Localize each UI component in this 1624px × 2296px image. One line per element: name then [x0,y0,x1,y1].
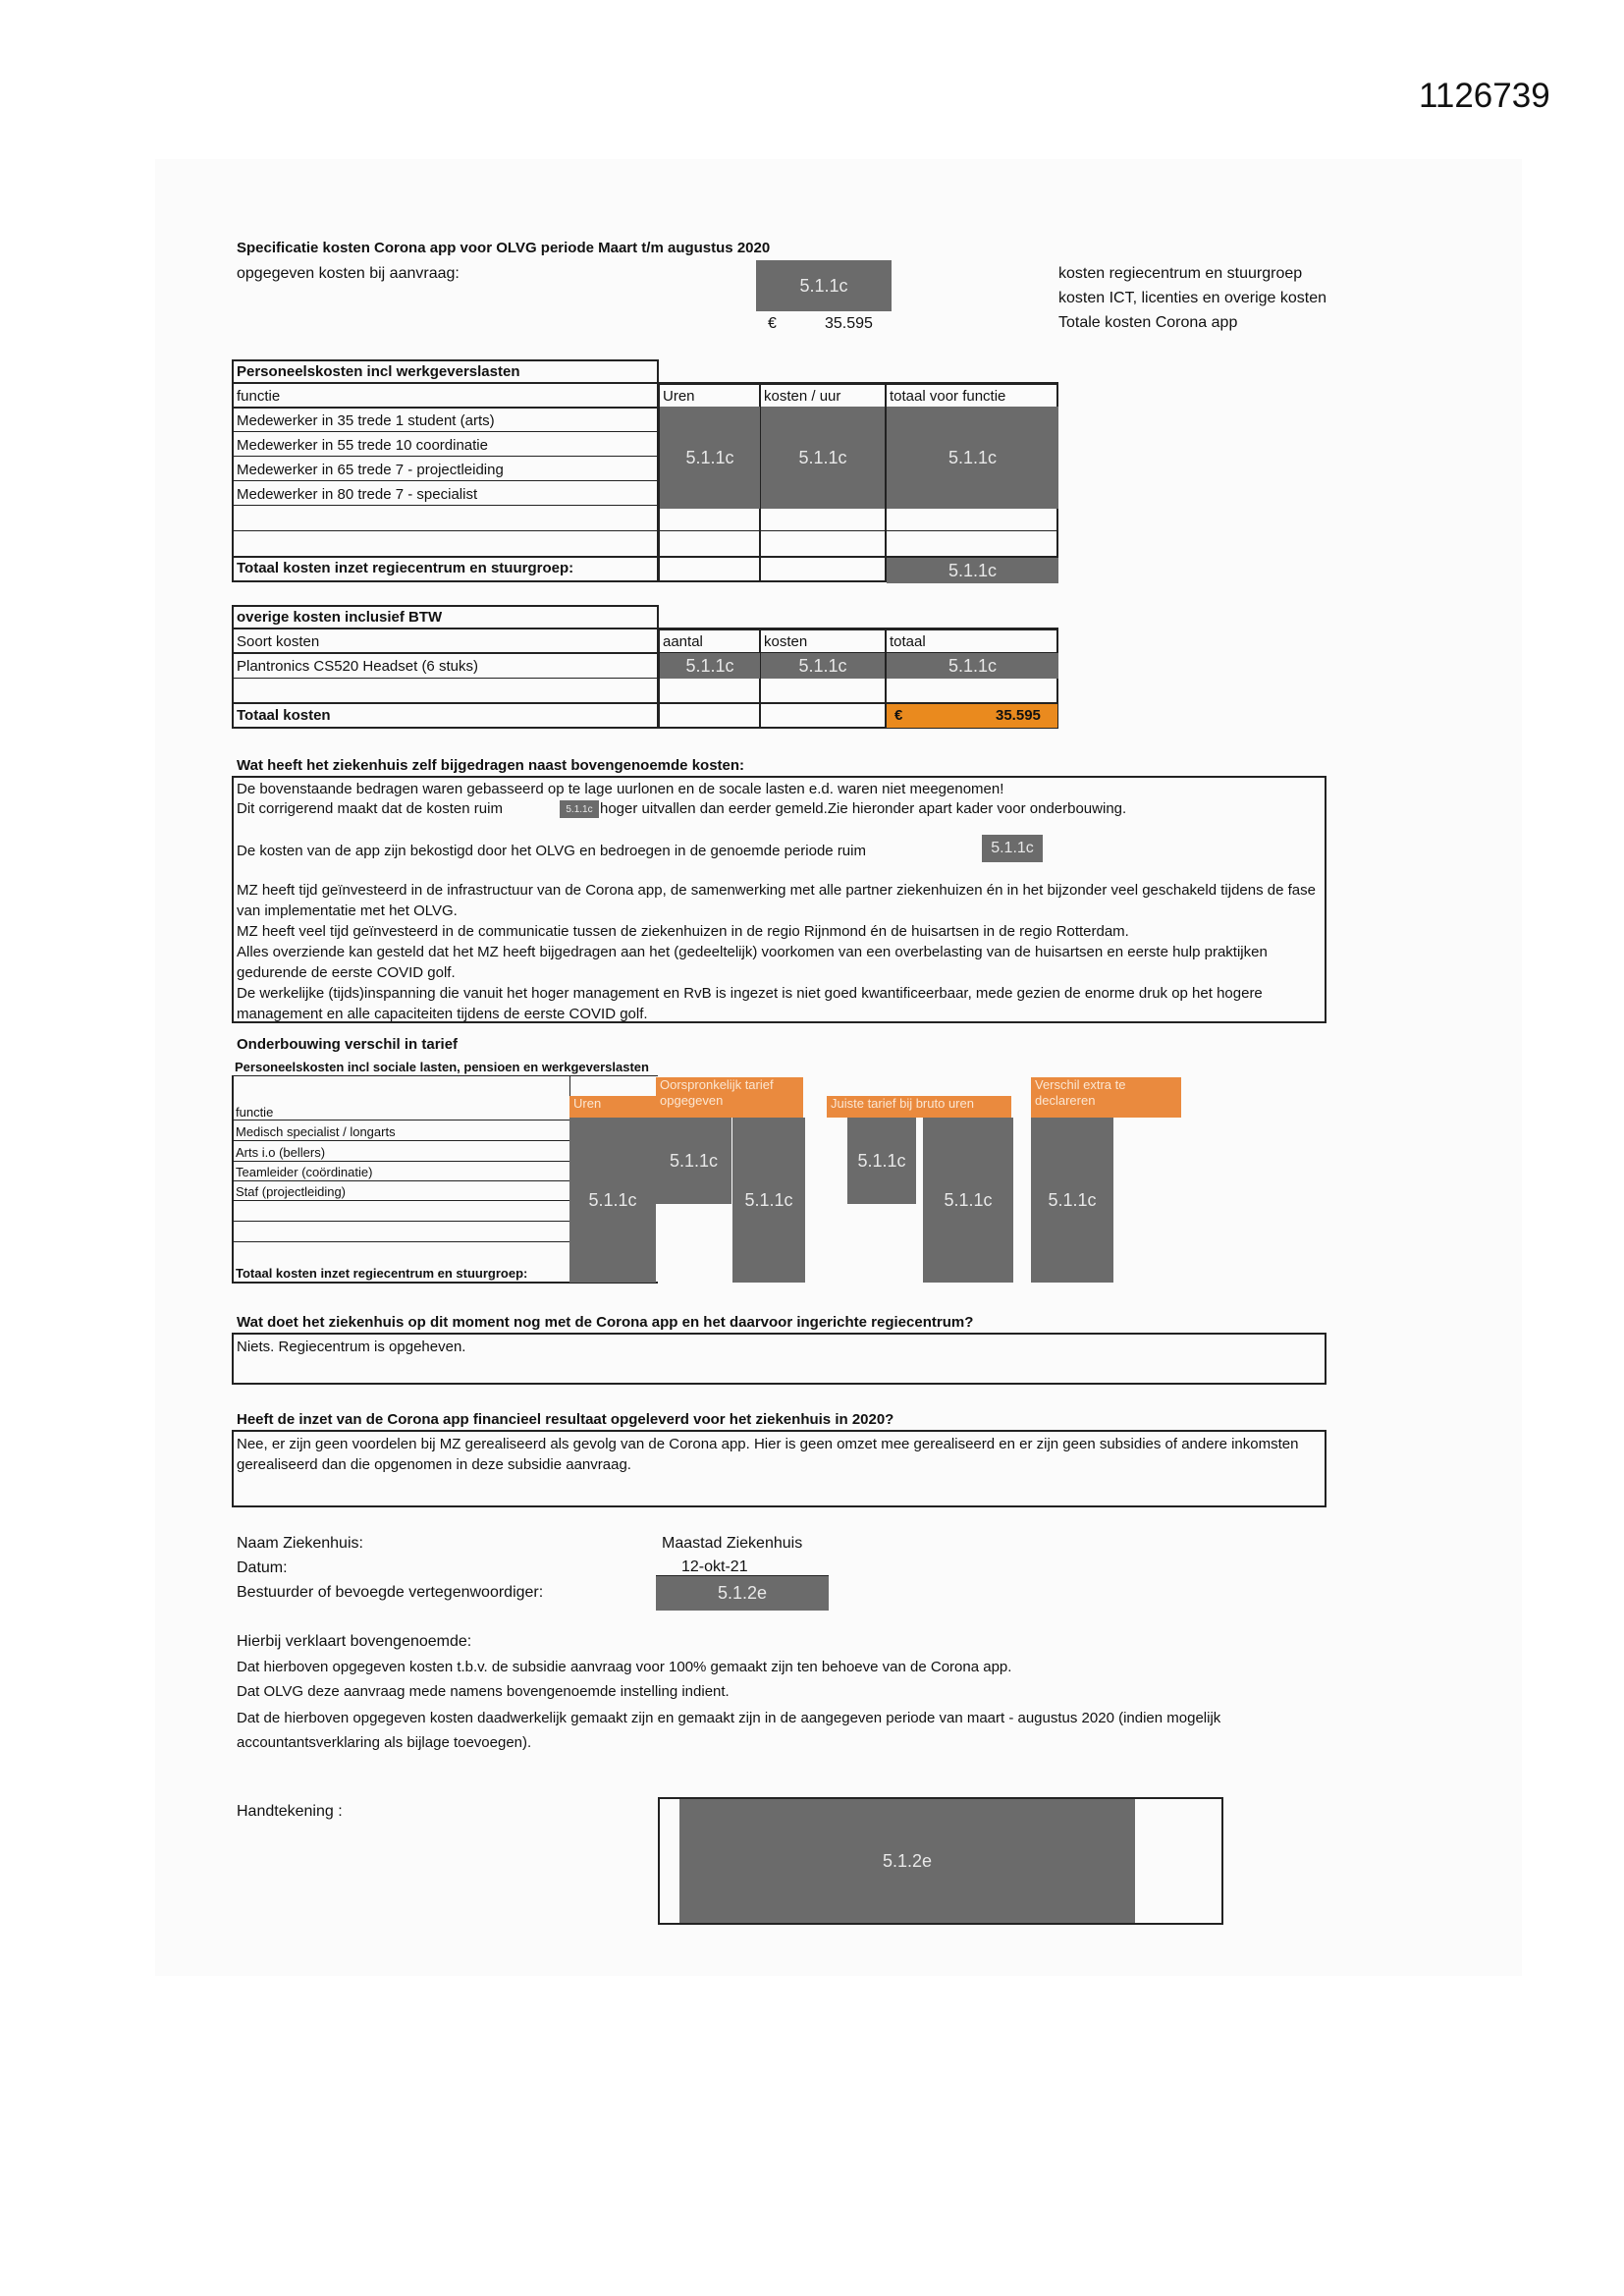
col-header-aantal: aantal [663,633,703,650]
contribution-para-1: MZ heeft tijd geïnvesteerd in de infrastructuur van de Corona app, de samenwerking met alle partner ziekenhuizen én in het bijzonder veel geschakeld tijdens de fase van implementatie met het OLVG. [237,882,1316,919]
contribution-line-3: De kosten van de app zijn bekostigd door het OLVG en bedroegen in de genoemde periode ruim [237,843,866,859]
personnel-row-4: Medewerker in 80 trede 7 - specialist [237,486,478,503]
redaction-total-per-function: 5.1.1c [887,407,1058,509]
total-cost-currency: € [894,707,903,724]
date-label: Datum: [237,1559,288,1576]
requested-costs-label: opgegeven kosten bij aanvraag: [237,265,460,282]
redaction-breakdown-diff: 5.1.1c [1031,1118,1113,1283]
page-title: Specificatie kosten Corona app voor OLVG periode Maart t/m augustus 2020 [237,240,771,256]
contribution-line-2a: Dit corrigerend maakt dat de kosten ruim [237,800,503,817]
redaction-rate: 5.1.1c [761,407,885,509]
redaction-breakdown-correct-b: 5.1.1c [923,1118,1013,1283]
redaction-hours: 5.1.1c [660,407,760,509]
side-label-ict: kosten ICT, licenties en overige kosten [1058,290,1327,306]
breakdown-col-diff: Verschil extra te declareren [1031,1077,1181,1118]
breakdown-title: Onderbouwing verschil in tarief [237,1036,459,1053]
other-costs-title: overige kosten inclusief BTW [237,609,443,626]
breakdown-total-label: Totaal kosten inzet regiecentrum en stuurgroep: [236,1266,528,1281]
contribution-question: Wat heeft het ziekenhuis zelf bijgedragen naast bovengenoemde kosten: [237,757,745,774]
financial-answer: Nee, er zijn geen voordelen bij MZ gerealiseerd als gevolg van de Corona app. Hier is geen omzet mee gerealiseerd en er zijn geen subsidies of andere inkomsten gerealiseerd dan die opgenomen in deze subsidie aanvraag. [237,1436,1299,1473]
contribution-para-3: Alles overziende kan gesteld dat het MZ heeft bijgedragen aan het (gedeeltelijk) voorkomen van een overbelasting van de huisartsen en eerste hulp praktijken gedurende de eerste COVID golf. [237,944,1268,981]
director-label: Bestuurder of bevoegde vertegenwoordiger: [237,1584,544,1601]
current-answer: Niets. Regiecentrum is opgeheven. [237,1339,466,1355]
col-header-totaal-functie: totaal voor functie [890,388,1006,405]
requested-amount: 35.595 [825,315,873,332]
breakdown-col-uren: Uren [569,1096,656,1118]
breakdown-col-original: Oorspronkelijk tarief opgegeven [656,1077,803,1118]
current-question: Wat doet het ziekenhuis op dit moment nog met de Corona app en het daarvoor ingerichte regiecentrum? [237,1314,974,1331]
signature-label: Handtekening : [237,1803,343,1820]
declaration-2: Dat OLVG deze aanvraag mede namens bovengenoemde instelling indient. [237,1683,730,1700]
redaction-totaal: 5.1.1c [887,653,1058,679]
hospital-label: Naam Ziekenhuis: [237,1535,363,1552]
other-costs-row-1: Plantronics CS520 Headset (6 stuks) [237,658,478,675]
breakdown-col-correct: Juiste tarief bij bruto uren [827,1096,1011,1118]
document-number: 1126739 [1419,77,1550,115]
redaction-breakdown-correct-a: 5.1.1c [847,1118,916,1204]
breakdown-row-1: Medisch specialist / longarts [236,1124,396,1139]
col-header-totaal: totaal [890,633,926,650]
total-cost-value: 35.595 [996,707,1041,724]
contribution-para-4: De werkelijke (tijds)inspanning die vanuit het hoger management en RvB is ingezet is niet goed kwantificeerbaar, mede gezien de enorme druk op het hogere management en alle capaciteiten tijdens de eerste COVID golf. [237,985,1263,1022]
col-header-functie: functie [237,388,281,405]
redaction-requested-costs: 5.1.1c [756,260,892,311]
declaration-intro: Hierbij verklaart bovengenoemde: [237,1633,472,1650]
currency-symbol: € [768,315,777,332]
financial-question: Heeft de inzet van de Corona app financieel resultaat opgeleverd voor het ziekenhuis in 2020? [237,1411,894,1428]
contribution-line-2b: hoger uitvallen dan eerder gemeld.Zie hieronder apart kader voor onderbouwing. [600,800,1127,817]
personnel-row-1: Medewerker in 35 trede 1 student (arts) [237,412,495,429]
breakdown-col-functie: functie [236,1105,274,1120]
col-header-uren: Uren [663,388,695,405]
breakdown-row-3: Teamleider (coördinatie) [236,1165,373,1179]
redaction-personnel-total: 5.1.1c [887,558,1058,583]
personnel-table-title: Personeelskosten incl werkgeverslasten [237,363,520,380]
breakdown-row-4: Staf (projectleiding) [236,1184,346,1199]
personnel-row-3: Medewerker in 65 trede 7 - projectleiding [237,462,504,478]
side-label-regiecentrum: kosten regiecentrum en stuurgroep [1058,265,1303,282]
breakdown-subtitle: Personeelskosten incl sociale lasten, pensioen en werkgeverslasten [235,1060,649,1074]
personnel-row-2: Medewerker in 55 trede 10 coordinatie [237,437,488,454]
hospital-value: Maastad Ziekenhuis [662,1535,803,1552]
other-costs-total-label: Totaal kosten [237,707,331,724]
col-header-kosten: kosten [764,633,808,650]
redaction-breakdown-original-b: 5.1.1c [732,1118,805,1283]
breakdown-row-2: Arts i.o (bellers) [236,1145,326,1160]
contribution-line-1: De bovenstaande bedragen waren gebasseerd op te lage uurlonen en de socale lasten e.d. waren niet meegenomen! [237,781,1004,797]
redaction-contribution-amount: 5.1.1c [560,800,599,818]
redaction-director: 5.1.2e [656,1576,829,1611]
side-label-total: Totale kosten Corona app [1058,314,1238,331]
contribution-para-2: MZ heeft veel tijd geïnvesteerd in de communicatie tussen de ziekenhuizen in de regio Rijnmond én de huisartsen in de regio Rotterdam. [237,923,1129,940]
redaction-breakdown-original-a: 5.1.1c [656,1118,731,1204]
redaction-signature: 5.1.2e [679,1799,1135,1923]
redaction-kosten: 5.1.1c [761,653,885,679]
redaction-app-costs: 5.1.1c [982,835,1043,862]
col-header-soort: Soort kosten [237,633,320,650]
declaration-1: Dat hierboven opgegeven kosten t.b.v. de subsidie aanvraag voor 100% gemaakt zijn ten behoeve van de Corona app. [237,1659,1012,1675]
redaction-breakdown-hours: 5.1.1c [569,1118,656,1283]
declaration-3: Dat de hierboven opgegeven kosten daadwerkelijk gemaakt zijn en gemaakt zijn in de aangegeven periode van maart - augustus 2020 (indien mogelijk accountantsverklaring als bijlage toevoegen). [237,1710,1221,1751]
col-header-kosten-uur: kosten / uur [764,388,841,405]
date-value: 12-okt-21 [681,1558,748,1575]
personnel-total-label: Totaal kosten inzet regiecentrum en stuurgroep: [237,560,574,576]
redaction-aantal: 5.1.1c [660,653,760,679]
